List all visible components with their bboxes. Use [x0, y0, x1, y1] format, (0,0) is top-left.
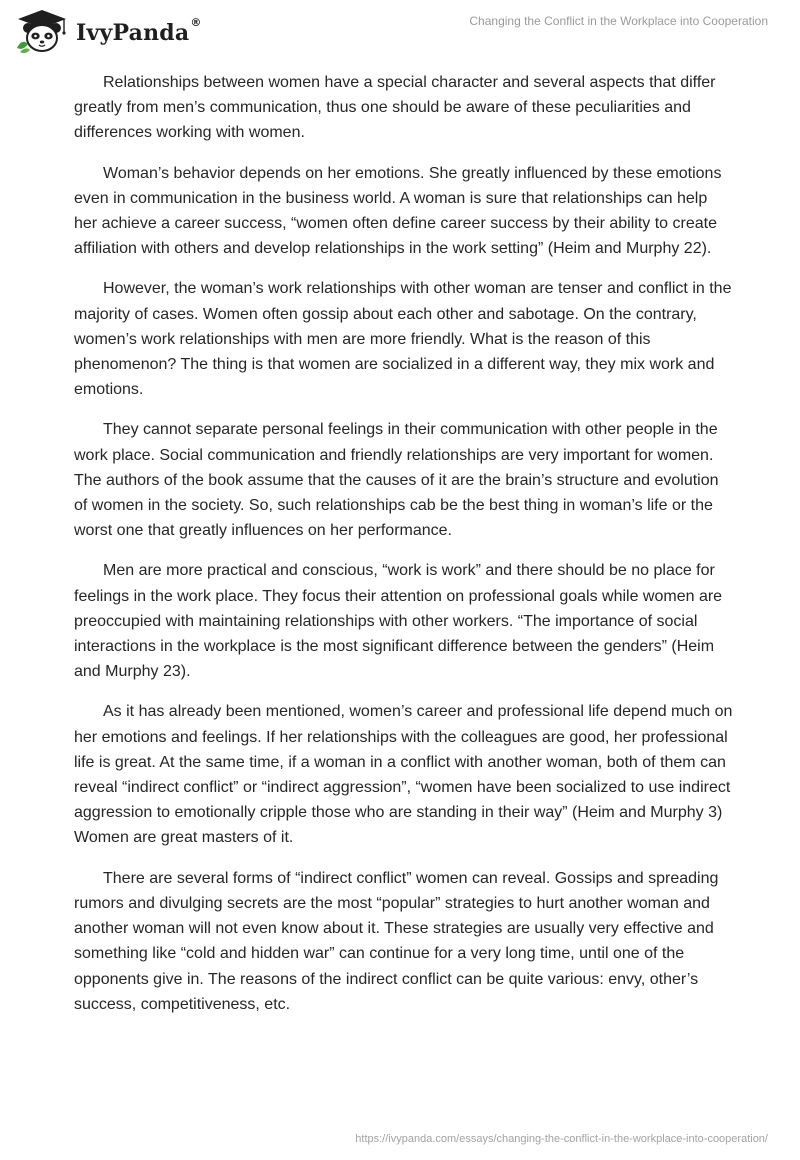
- panda-graduate-icon: [14, 8, 70, 54]
- ivypanda-logo[interactable]: [14, 8, 202, 54]
- logo-wordmark: [76, 16, 202, 46]
- paragraph: As it has already been mentioned, women’s career and professional life depend much on her emotions and feelings. If her relationships with the colleagues are good, her professional life is great. At the same time, if a woman in a conflict with another woman, both of them can reveal “indirect conflict” or “indirect aggression”, “women have been socialized to use indirect aggression to emotionally cripple those who are standing in their way” (Heim and Murphy 3) Women are great masters of it.: [74, 703, 733, 847]
- paragraph: Men are more practical and conscious, “work is work” and there should be no place for feelings in the work place. They focus their attention on professional goals while women are preoccupied with maintaining relationships with other workers. “The importance of social interactions in the workplace is the most significant difference between the genders” (Heim and Murphy 23).: [74, 562, 723, 681]
- essay-body: [74, 70, 734, 1032]
- paragraph: There are several forms of “indirect conflict” women can reveal. Gossips and spreading rumors and divulging secrets are the most “popular” strategies to hurt another woman and another woman will not even know about it. These strategies are usually very effective and something like “cold and hidden war” can continue for a very long time, until one of the opponents give in. The reasons of the indirect conflict can be quite various: envy, other’s success, competitiveness, etc.: [74, 869, 719, 1013]
- logo-registered-mark: ®: [190, 16, 202, 29]
- logo-name: IvyPanda: [76, 20, 190, 46]
- paragraph: However, the woman’s work relationships with other woman are tenser and conflict in the majority of cases. Women often gossip about each other and sabotage. On the contrary, women’s work relationships with men are more friendly. What is the reason of this phenomenon? The thing is that women are socialized in a different way, they mix work and emotions.: [74, 280, 732, 399]
- paragraph: They cannot separate personal feelings in their communication with other people in the work place. Social communication and friendly relationships are very important for women. The authors of the book assume that the causes of it are the brain’s structure and evolution of women in the society. So, such relationships cab be the best thing in woman’s life or the worst one that greatly influences on her performance.: [74, 421, 719, 540]
- document-title: Changing the Conflict in the Workplace into Cooperation: [469, 14, 768, 28]
- paragraph: Relationships between women have a special character and several aspects that differ greatly from men’s communication, thus one should be aware of these peculiarities and differences working with women.: [74, 74, 716, 142]
- source-url-link[interactable]: https://ivypanda.com/essays/changing-the-conflict-in-the-workplace-into-cooperation/: [355, 1133, 768, 1145]
- page-header: [0, 0, 800, 60]
- paragraph: Woman’s behavior depends on her emotions. She greatly influenced by these emotions even in communication in the business world. A woman is sure that relationships can help her achieve a career success, “women often define career success by their ability to create affiliation with others and develop relationships in the work setting” (Heim and Murphy 22).: [74, 164, 722, 258]
